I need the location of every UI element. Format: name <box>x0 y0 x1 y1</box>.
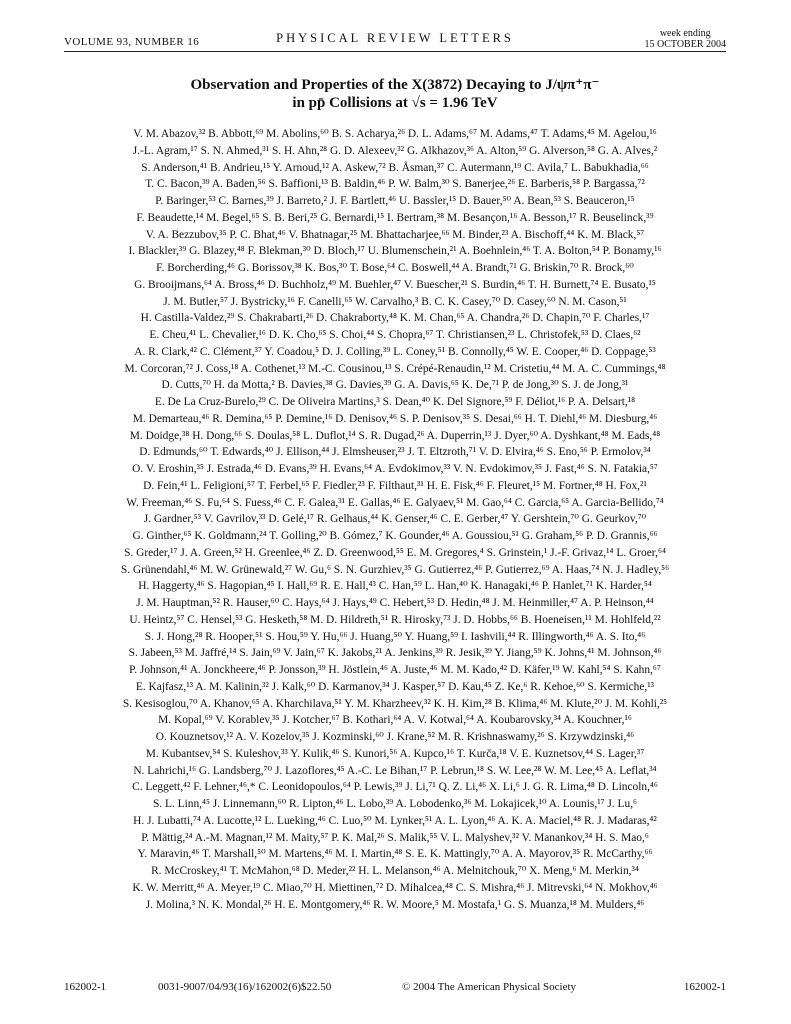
author-line: S. Grünendahl,⁴⁶ M. W. Grünewald,²⁷ W. Gu,⁶ S. N. Gurzhiev,³⁵ G. Gutierrez,⁴⁶ P. Gutierrez,⁶⁹ A. Haas,⁷⁴ N. J. Hadley,⁵⁶ <box>120 563 670 576</box>
author-line: R. McCroskey,⁴¹ T. McMahon,⁶⁸ D. Meder,²² H. L. Melanson,⁴⁶ A. Melnitchouk,⁷⁰ X. Meng,⁶ M. Merkin,³⁴ <box>151 865 639 877</box>
author-line: M. Kopal,⁶⁹ V. Korablev,³⁵ J. Kotcher,⁶⁷ B. Kothari,⁶⁴ A. V. Kotwal,⁶⁴ A. Koubarovsky,³⁴ A. Kouchner,¹⁶ <box>158 714 632 727</box>
author-line: D. Edmunds,⁶⁰ T. Edwards,⁴⁰ J. Ellison,⁴⁴ J. Elmsheuser,²³ J. T. Eltzroth,⁷¹ V. D. Elvira,⁴⁶ S. Eno,⁵⁶ P. Ermolov,³⁴ <box>139 446 651 459</box>
author-line: H. Haggerty,⁴⁶ S. Hagopian,⁴⁵ I. Hall,⁶⁹ R. E. Hall,⁴³ C. Han,⁵⁹ L. Han,⁴⁰ K. Hanagaki,⁴⁶ P. Hanlet,⁷¹ K. Harder,⁵⁴ <box>138 580 652 593</box>
author-line: I. Blackler,³⁹ G. Blazey,⁴⁸ F. Blekman,³⁰ D. Bloch,¹⁷ U. Blumenschein,²¹ A. Boehnlein,⁴⁶ T. A. Bolton,⁵⁴ P. Bonamy,¹⁶ <box>128 245 662 258</box>
author-line: Y. Maravin,⁴⁶ T. Marshall,⁵⁰ M. Martens,⁴⁶ M. I. Martin,⁴⁸ S. E. K. Mattingly,⁷⁰ A. A. Mayorov,³⁵ R. McCarthy,⁶⁶ <box>137 848 653 861</box>
author-line: J. M. Hauptman,⁵² R. Hauser,⁶⁰ C. Hays,⁶⁴ J. Hays,⁴⁹ C. Hebert,⁵³ D. Hedin,⁴⁸ J. M. Heinmiller,⁴⁷ A. P. Heinson,⁴⁴ <box>136 597 654 609</box>
running-header <box>64 28 726 50</box>
page-number-right: 162002-1 <box>683 981 726 993</box>
author-line: N. Lahrichi,¹⁶ G. Landsberg,⁷⁰ J. Lazoflores,⁴⁵ A.-C. Le Bihan,¹⁷ P. Lebrun,¹⁸ S. W. Lee,²⁸ W. M. Lee,⁴⁵ A. Leflat,³⁴ <box>133 764 657 777</box>
author-line: P. Johnson,⁴¹ A. Jonckheere,⁴⁶ P. Jonsson,³⁹ H. Jöstlein,⁴⁶ A. Juste,⁴⁶ M. M. Kado,⁴² D. Käfer,¹⁹ W. Kahl,⁵⁴ S. Kahn,⁶⁷ <box>129 664 661 676</box>
author-line: M. Corcoran,⁷² J. Coss,¹⁸ A. Cothenet,¹³ M.-C. Cousinou,¹³ S. Crépé-Renaudin,¹² M. Cristetiu,⁴⁴ M. A. C. Cummings,⁴⁸ <box>124 362 666 375</box>
author-line: J. M. Butler,⁵⁷ J. Bystricky,¹⁶ F. Canelli,⁶⁵ W. Carvalho,³ B. C. K. Casey,⁷⁰ D. Casey,⁶⁰ N. M. Cason,⁵¹ <box>163 295 627 308</box>
author-line: S. Jabeen,⁵³ M. Jaffré,¹⁴ S. Jain,⁶⁹ V. Jain,⁶⁷ K. Jakobs,²¹ A. Jenkins,³⁹ R. Jesik,³⁹ Y. Jiang,⁵⁹ K. Johns,⁴¹ M. Johnson,⁴⁶ <box>128 647 662 660</box>
header-rule <box>64 51 726 52</box>
author-line: W. Freeman,⁴⁶ S. Fu,⁶⁴ S. Fuess,⁴⁶ C. F. Galea,³¹ E. Gallas,⁴⁶ E. Galyaev,⁵¹ M. Gao,⁶⁴ C. Garcia,⁶⁵ A. Garcia-Bellido,⁷⁴ <box>126 496 664 509</box>
author-line: S. J. Hong,²⁸ R. Hooper,⁵¹ S. Hou,⁵⁹ Y. Hu,⁶⁶ J. Huang,⁵⁰ Y. Huang,⁵⁹ I. Iashvili,⁴⁴ R. Illingworth,⁴⁶ A. S. Ito,⁴⁶ <box>144 630 646 643</box>
copyright-notice: © 2004 The American Physical Society <box>402 981 577 993</box>
issn-code: 0031-9007/04/93(16)/162002(6)$22.50 <box>158 981 332 993</box>
author-line: C. Leggett,⁴² F. Lehner,⁴⁶,* C. Leonidopoulos,⁶⁴ P. Lewis,³⁹ J. Li,⁷¹ Q. Z. Li,⁴⁶ X. Li,⁶ J. G. R. Lima,⁴⁸ D. Lincoln,⁴⁶ <box>132 781 658 794</box>
author-list <box>64 126 726 913</box>
author-line: F. Borcherding,⁴⁶ G. Borissov,³⁸ K. Bos,³⁰ T. Bose,⁶⁴ C. Boswell,⁴⁴ A. Brandt,⁷¹ G. Briskin,⁷⁰ R. Brock,⁶⁰ <box>156 262 634 274</box>
page-number-left: 162002-1 <box>64 981 107 993</box>
volume-label: VOLUME 93, NUMBER 16 <box>64 36 200 48</box>
author-line: P. Mättig,²⁴ A.-M. Magnan,¹² M. Maity,⁵⁷ P. K. Mal,²⁶ S. Malik,⁵⁵ V. L. Malyshev,³² V. Manankov,³⁴ H. S. Mao,⁶ <box>141 831 649 844</box>
title-line-1: Observation and Properties of the X(3872) Decaying to J/ψπ⁺π⁻ <box>190 77 600 93</box>
author-line: S. Kesisoglou,⁷⁰ A. Khanov,⁶⁵ A. Kharchilava,⁵¹ Y. M. Kharzheev,³² K. H. Kim,²⁸ B. Klima,⁴⁶ M. Klute,²⁰ J. M. Kohli,²⁵ <box>122 697 668 710</box>
author-line: M. Doidge,³⁸ H. Dong,⁶⁶ S. Doulas,⁵⁸ L. Duflot,¹⁴ S. R. Dugad,²⁶ A. Duperrin,¹³ J. Dyer,⁶⁰ A. Dyshkant,⁴⁸ M. Eads,⁴⁸ <box>129 429 661 442</box>
author-line: D. Fein,⁴¹ L. Feligioni,⁵⁷ T. Ferbel,⁶⁵ F. Fiedler,²³ F. Filthaut,³¹ H. E. Fisk,⁴⁶ F. Fleuret,¹⁵ M. Fortner,⁴⁸ H. Fox,²¹ <box>143 479 647 492</box>
author-line: S. Anderson,⁴¹ B. Andrieu,¹⁵ Y. Arnoud,¹² A. Askew,⁷² B. Åsman,³⁷ C. Autermann,¹⁹ C. Avila,⁷ L. Babukhadia,⁶⁶ <box>141 161 649 174</box>
author-line: H. Castilla-Valdez,²⁹ S. Chakrabarti,²⁶ D. Chakraborty,⁴⁸ K. M. Chan,⁶⁵ A. Chandra,²⁶ D. Chapin,⁷⁰ F. Charles,¹⁷ <box>140 312 650 325</box>
author-line: M. Kubantsev,⁵⁴ S. Kuleshov,³³ Y. Kulik,⁴⁶ S. Kunori,⁵⁶ A. Kupco,¹⁶ T. Kurča,¹⁸ V. E. Kuznetsov,⁴⁴ S. Lager,³⁷ <box>145 747 645 760</box>
week-ending-label: week ending <box>659 28 711 39</box>
author-line: U. Heintz,⁵⁷ C. Hensel,⁵³ G. Hesketh,⁵⁸ M. D. Hildreth,⁵¹ R. Hirosky,⁷³ J. D. Hobbs,⁶⁶ B. Hoeneisen,¹¹ M. Hohlfeld,²² <box>129 613 661 626</box>
author-line: F. Beaudette,¹⁴ M. Begel,⁶⁵ S. B. Beri,²⁵ G. Bernardi,¹⁵ I. Bertram,³⁸ M. Besançon,¹⁶ A. Besson,¹⁷ R. Beuselinck,³⁹ <box>136 211 654 224</box>
author-line: M. Demarteau,⁴⁶ R. Demina,⁶⁵ P. Demine,¹⁶ D. Denisov,⁴⁶ S. P. Denisov,³⁵ S. Desai,⁶⁶ H. T. Diehl,⁴⁶ M. Diesburg,⁴⁶ <box>132 412 658 425</box>
author-line: J. Gardner,⁵³ V. Gavrilov,³³ D. Gelé,¹⁷ R. Gelhaus,⁴⁴ K. Genser,⁴⁶ C. E. Gerber,⁴⁷ Y. Gershtein,⁷⁰ G. Geurkov,⁷⁰ <box>143 513 647 526</box>
author-line: V. A. Bezzubov,³⁵ P. C. Bhat,⁴⁶ V. Bhatnagar,²⁵ M. Bhattacharjee,⁶⁶ M. Binder,²³ A. Bischoff,⁴⁴ K. M. Black,⁵⁷ <box>145 228 645 241</box>
author-line: V. M. Abazov,³² B. Abbott,⁶⁹ M. Abolins,⁶⁰ B. S. Acharya,²⁶ D. L. Adams,⁶⁷ M. Adams,⁴⁷ T. Adams,⁴⁵ M. Agelou,¹⁶ <box>133 128 657 140</box>
date-label: 15 OCTOBER 2004 <box>644 39 726 50</box>
author-line: E. Cheu,⁴¹ L. Chevalier,¹⁶ D. K. Cho,⁶⁵ S. Choi,⁴⁴ S. Chopra,⁶⁷ T. Christiansen,²³ L. Christofek,⁵³ D. Claes,⁶² <box>149 329 641 341</box>
issue-date <box>645 28 727 50</box>
author-line: J.-L. Agram,¹⁷ S. N. Ahmed,³¹ S. H. Ahn,²⁸ G. D. Alexeev,³² G. Alkhazov,³⁶ A. Alton,⁵⁹ G. Alverson,⁵⁸ G. A. Alves,² <box>132 144 658 157</box>
author-line: H. J. Lubatti,⁷⁴ A. Lucotte,¹² L. Lueking,⁴⁶ C. Luo,⁵⁰ M. Lynker,⁵¹ A. L. Lyon,⁴⁶ A. K. A. Maciel,⁴⁸ R. J. Madaras,⁴² <box>133 814 657 827</box>
author-line: G. Brooijmans,⁶⁴ A. Bross,⁴⁶ D. Buchholz,⁴⁹ M. Buehler,⁴⁷ V. Buescher,²¹ S. Burdin,⁴⁶ T. H. Burnett,⁷⁴ E. Busato,¹⁵ <box>134 278 656 291</box>
author-line: O. V. Eroshin,³⁵ J. Estrada,⁴⁶ D. Evans,³⁹ H. Evans,⁶⁴ A. Evdokimov,³³ V. N. Evdokimov,³⁵ J. Fast,⁴⁶ S. N. Fatakia,⁵⁷ <box>132 463 658 475</box>
page-footer <box>64 981 726 995</box>
author-line: A. R. Clark,⁴² C. Clément,³⁷ Y. Coadou,⁵ D. J. Colling,³⁹ L. Coney,⁵¹ B. Connolly,⁴⁵ W. E. Cooper,⁴⁶ D. Coppage,⁵³ <box>134 345 656 358</box>
author-line: E. Kajfasz,¹³ A. M. Kalinin,³² J. Kalk,⁶⁰ D. Karmanov,³⁴ J. Kasper,⁵⁷ D. Kau,⁴⁵ Z. Ke,⁶ R. Kehoe,⁶⁰ S. Kermiche,¹³ <box>135 680 655 693</box>
author-line: D. Cutts,⁷⁰ H. da Motta,² B. Davies,³⁸ G. Davies,³⁹ G. A. Davis,⁶⁵ K. De,⁷¹ P. de Jong,³⁰ S. J. de Jong,³¹ <box>161 379 629 392</box>
author-line: P. Baringer,⁵³ C. Barnes,³⁹ J. Barreto,² J. F. Bartlett,⁴⁶ U. Bassler,¹⁵ D. Bauer,⁵⁰ A. Bean,⁵³ S. Beauceron,¹⁵ <box>155 195 635 207</box>
author-line: J. Molina,³ N. K. Mondal,²⁶ H. E. Montgomery,⁴⁶ R. W. Moore,⁵ M. Mostafa,¹ G. S. Muanza,¹⁸ M. Mulders,⁴⁶ <box>145 898 645 911</box>
author-line: O. Kouznetsov,¹² A. V. Kozelov,³⁵ J. Kozminski,⁶⁰ J. Krane,⁵² M. R. Krishnaswamy,²⁶ S. Krzywdzinski,⁴⁶ <box>155 731 635 743</box>
journal-name: PHYSICAL REVIEW LETTERS <box>276 31 514 45</box>
author-line: S. Greder,¹⁷ J. A. Green,⁵² H. Greenlee,⁴⁶ Z. D. Greenwood,⁵⁵ E. M. Gregores,⁴ S. Grinstein,¹ J.-F. Grivaz,¹⁴ L. Groer,⁶⁴ <box>124 546 666 559</box>
author-line: G. Ginther,⁶⁵ K. Goldmann,²⁴ T. Golling,²⁰ B. Gómez,⁷ K. Gounder,⁴⁶ A. Goussiou,⁵¹ G. Graham,⁵⁶ P. D. Grannis,⁶⁶ <box>132 530 658 542</box>
title-line-2: in pp̄ Collisions at √s = 1.96 TeV <box>292 95 498 111</box>
author-line: E. De La Cruz-Burelo,²⁹ C. De Oliveira Martins,³ S. Dean,⁴⁰ K. Del Signore,⁵⁹ F. Déliot,¹⁶ P. A. Delsart,¹⁸ <box>154 396 636 408</box>
author-line: S. L. Linn,⁴⁵ J. Linnemann,⁶⁰ R. Lipton,⁴⁶ L. Lobo,³⁹ A. Lobodenko,³⁶ M. Lokajicek,¹⁰ A. Lounis,¹⁷ J. Lu,⁶ <box>152 798 638 810</box>
author-line: T. C. Bacon,³⁹ A. Baden,⁵⁶ S. Baffioni,¹³ B. Baldin,⁴⁶ P. W. Balm,³⁰ S. Banerjee,²⁶ E. Barberis,⁵⁸ P. Bargassa,⁷² <box>145 178 645 191</box>
paper-title <box>64 76 726 112</box>
author-line: K. W. Merritt,⁴⁶ A. Meyer,¹⁹ C. Miao,⁷⁰ H. Miettinen,⁷² D. Mihalcea,⁴⁸ C. S. Mishra,⁴⁶ J. Mitrevski,⁶⁴ N. Mokhov,⁴⁶ <box>132 881 658 894</box>
